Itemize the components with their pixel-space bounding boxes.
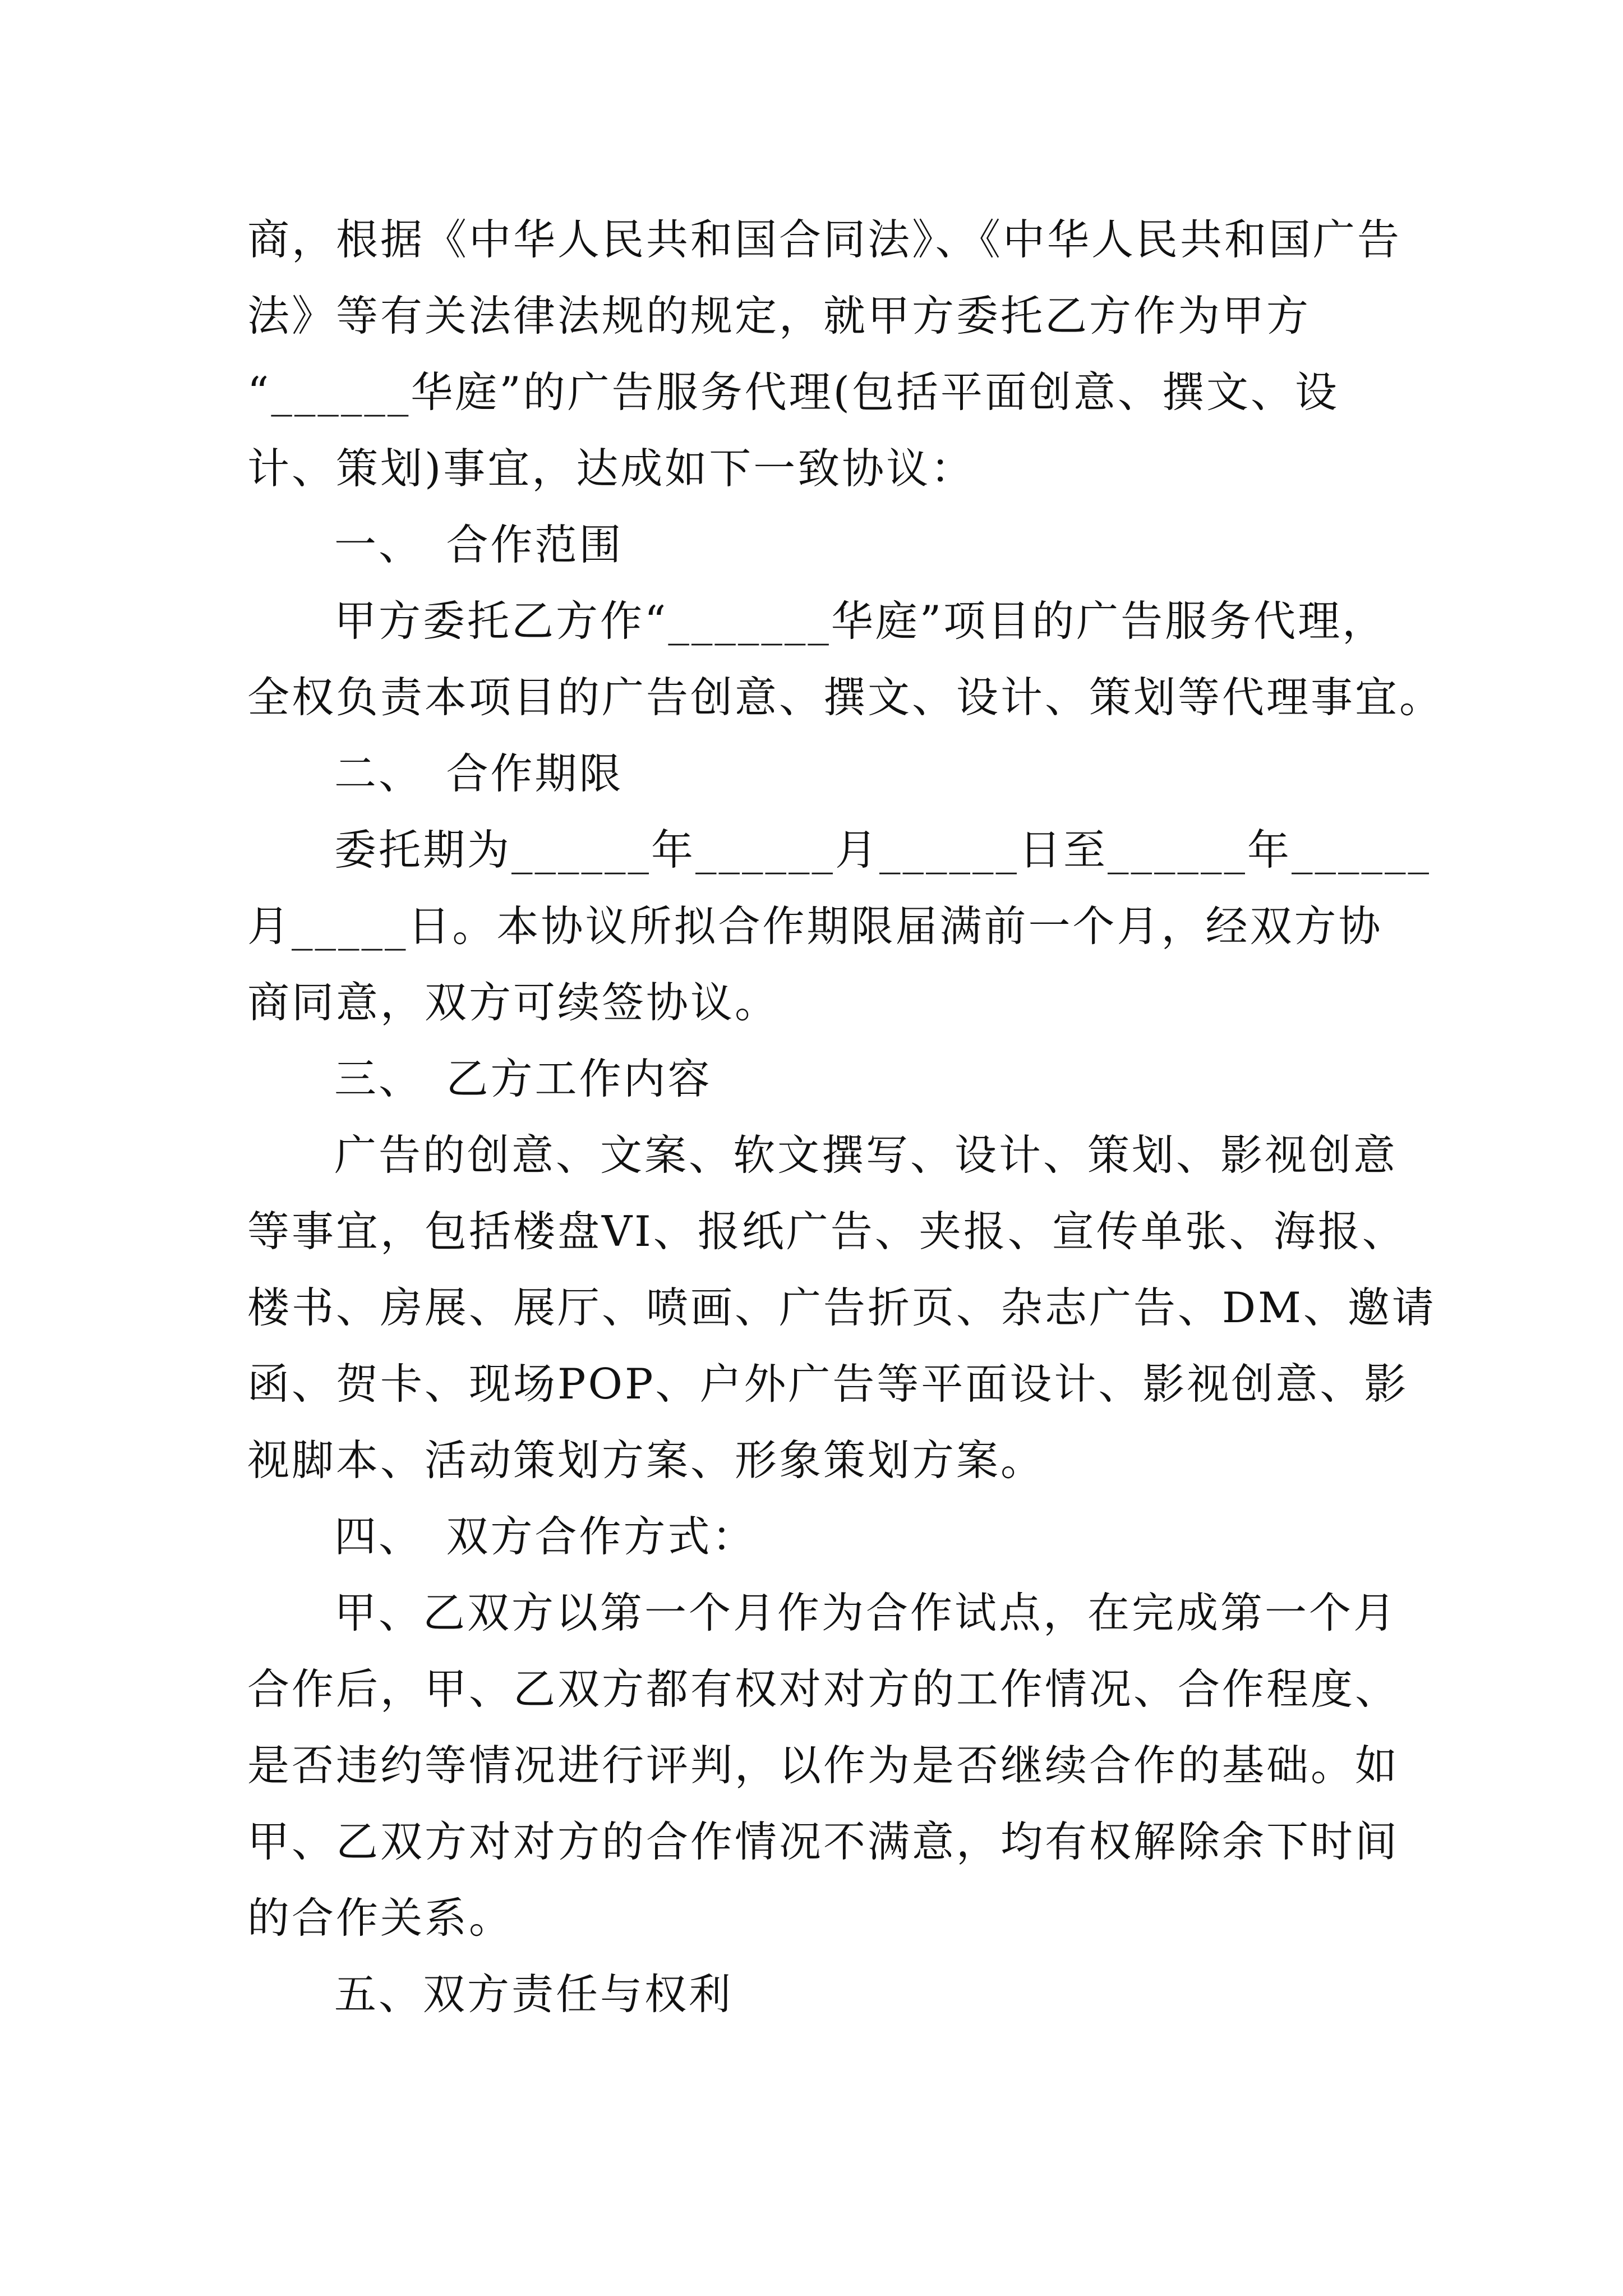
paragraph-line: 甲、乙双方以第一个月作为合作试点，在完成第一个月 <box>334 1588 1398 1637</box>
paragraph-line: 楼书、房展、展厅、喷画、广告折页、杂志广告、DM、邀请 <box>247 1283 1436 1332</box>
section-heading-5: 五、双方责任与权利 <box>334 1970 734 2019</box>
paragraph-line: 函、贺卡、现场POP、户外广告等平面设计、影视创意、影 <box>247 1359 1409 1409</box>
paragraph-line: 视脚本、活动策划方案、形象策划方案。 <box>247 1435 1045 1485</box>
body-line-4: 计、策划)事宜，达成如下一致协议： <box>247 444 975 493</box>
section-heading-2: 二、 合作期限 <box>334 749 624 798</box>
body-line-1: 商，根据《中华人民共和国合同法》、《中华人民共和国广告 <box>247 215 1402 264</box>
section-heading-1: 一、 合作范围 <box>334 520 624 569</box>
paragraph-line: 委托期为______年______月______日至______年______ <box>334 825 1432 875</box>
paragraph-line: 广告的创意、文案、软文撰写、设计、策划、影视创意 <box>334 1130 1398 1180</box>
body-line-3: “______华庭”的广告服务代理(包括平面创意、撰文、设 <box>247 367 1339 417</box>
paragraph-line: 合作后，甲、乙双方都有权对对方的工作情况、合作程度、 <box>247 1664 1400 1714</box>
body-line-2: 法》等有关法律法规的规定，就甲方委托乙方作为甲方 <box>247 291 1311 341</box>
paragraph-line: 商同意，双方可续签协议。 <box>247 978 780 1027</box>
paragraph-line: 甲方委托乙方作“_______华庭”项目的广告服务代理， <box>334 596 1387 646</box>
paragraph-line: 的合作关系。 <box>247 1893 514 1943</box>
paragraph-line: 全权负责本项目的广告创意、撰文、设计、策划等代理事宜。 <box>247 673 1444 722</box>
section-heading-3: 三、 乙方工作内容 <box>334 1054 712 1103</box>
section-heading-4: 四、 双方合作方式： <box>334 1512 757 1561</box>
paragraph-line: 是否违约等情况进行评判，以作为是否继续合作的基础。如 <box>247 1741 1400 1790</box>
paragraph-line: 等事宜，包括楼盘VI、报纸广告、夹报、宣传单张、海报、 <box>247 1207 1407 1256</box>
paragraph-line: 甲、乙双方对对方的合作情况不满意，均有权解除余下时间 <box>247 1817 1400 1866</box>
paragraph-line: 月_____日。本协议所拟合作期限届满前一个月，经双方协 <box>247 901 1383 951</box>
